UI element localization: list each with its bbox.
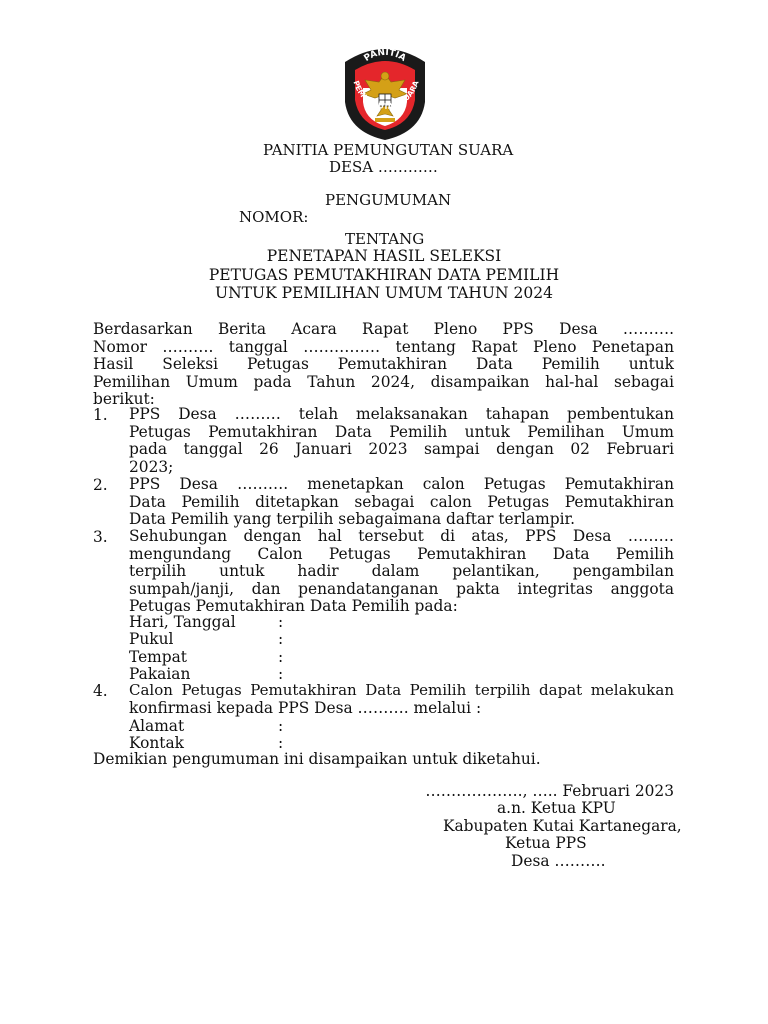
item-line: terpilih untuk hadir dalam pelantikan, pengambilan: [129, 562, 674, 580]
item-line: Petugas Pemutakhiran Data Pemilih untuk Pemilihan Umum: [129, 422, 674, 441]
logo-top-text: PANITIA: [362, 47, 408, 64]
item-number: 2.: [93, 476, 108, 494]
subject-line-3: UNTUK PEMILIHAN UMUM TAHUN 2024: [215, 284, 553, 302]
field-colon: :: [278, 630, 284, 648]
announcement-title: PENGUMUMAN: [325, 191, 452, 209]
field-colon: :: [278, 613, 284, 631]
item-line: pada tanggal 26 Januari 2023 sampai dengan 02 Februari: [129, 440, 674, 458]
item-number: 3.: [93, 528, 108, 546]
field-label: Hari, Tanggal: [129, 613, 236, 631]
garuda-emblem-icon: [339, 40, 431, 142]
pps-logo: [339, 40, 431, 142]
intro-line: Berdasarkan Berita Acara Rapat Pleno PPS Desa ……….: [93, 320, 674, 338]
intro-line: Nomor ………. tanggal …………… tentang Rapat Pleno Penetapan: [93, 337, 674, 356]
item-number: 1.: [93, 406, 108, 424]
field-label: Tempat: [129, 648, 187, 666]
closing-statement: Demikian pengumuman ini disampaikan untuk diketahui.: [93, 750, 541, 768]
field-colon: :: [278, 734, 284, 752]
intro-line: Hasil Seleksi Petugas Pemutakhiran Data Pemilih untuk: [93, 355, 674, 373]
item-line: 2023;: [129, 457, 174, 476]
logo-arc-text: PEMUNGUTAN SUARA: [351, 79, 421, 111]
item-number: 4.: [93, 682, 108, 700]
item-line: Petugas Pemutakhiran Data Pemilih pada:: [129, 597, 458, 615]
field-colon: :: [278, 648, 284, 666]
signature-an: a.n. Ketua KPU: [497, 799, 616, 817]
signature-kabupaten: Kabupaten Kutai Kartanegara,: [443, 817, 682, 835]
intro-line: berikut:: [93, 390, 155, 408]
item-line: Sehubungan dengan hal tersebut di atas, PPS Desa ………: [129, 527, 674, 545]
field-label: Pukul: [129, 630, 174, 648]
desa-line: DESA …………: [329, 158, 438, 176]
tentang-label: TENTANG: [345, 230, 425, 248]
signature-date: ………………., ….. Februari 2023: [425, 782, 674, 800]
field-colon: :: [278, 717, 284, 735]
field-label: Kontak: [129, 734, 184, 752]
subject-line-1: PENETAPAN HASIL SELEKSI: [266, 247, 502, 265]
item-line: mengundang Calon Petugas Pemutakhiran Data Pemilih: [129, 544, 674, 563]
item-line: PPS Desa ……… telah melaksanakan tahapan pembentukan: [129, 405, 674, 423]
item-line: PPS Desa ………. menetapkan calon Petugas Pemutakhiran: [129, 475, 674, 493]
field-label: Pakaian: [129, 665, 191, 683]
item-1-text: [129, 406, 674, 476]
item-line: sumpah/janji, dan penandatanganan pakta integritas anggota: [129, 579, 674, 598]
signature-ketua: Ketua PPS: [505, 834, 587, 852]
intro-paragraph: [93, 321, 674, 409]
item-4-text: [129, 682, 674, 717]
field-colon: :: [278, 665, 284, 683]
item-line: Data Pemilih yang terpilih sebagaimana daftar terlampir.: [129, 510, 576, 528]
intro-line: Pemilihan Umum pada Tahun 2024, disampaikan hal-hal sebagai: [93, 372, 674, 391]
item-3-text: [129, 528, 674, 616]
org-name: PANITIA PEMUNGUTAN SUARA: [263, 141, 514, 159]
field-label: Alamat: [129, 717, 185, 735]
item-2-text: [129, 476, 674, 529]
item-line: konfirmasi kepada PPS Desa ………. melalui :: [129, 698, 482, 717]
signature-desa: Desa ……….: [511, 852, 606, 870]
item-line: Data Pemilih ditetapkan sebagai calon Petugas Pemutakhiran: [129, 492, 674, 511]
item-line: Calon Petugas Pemutakhiran Data Pemilih terpilih dapat melakukan: [129, 681, 674, 699]
nomor-label: NOMOR:: [239, 208, 309, 226]
subject-line-2: PETUGAS PEMUTAKHIRAN DATA PEMILIH: [208, 266, 560, 284]
